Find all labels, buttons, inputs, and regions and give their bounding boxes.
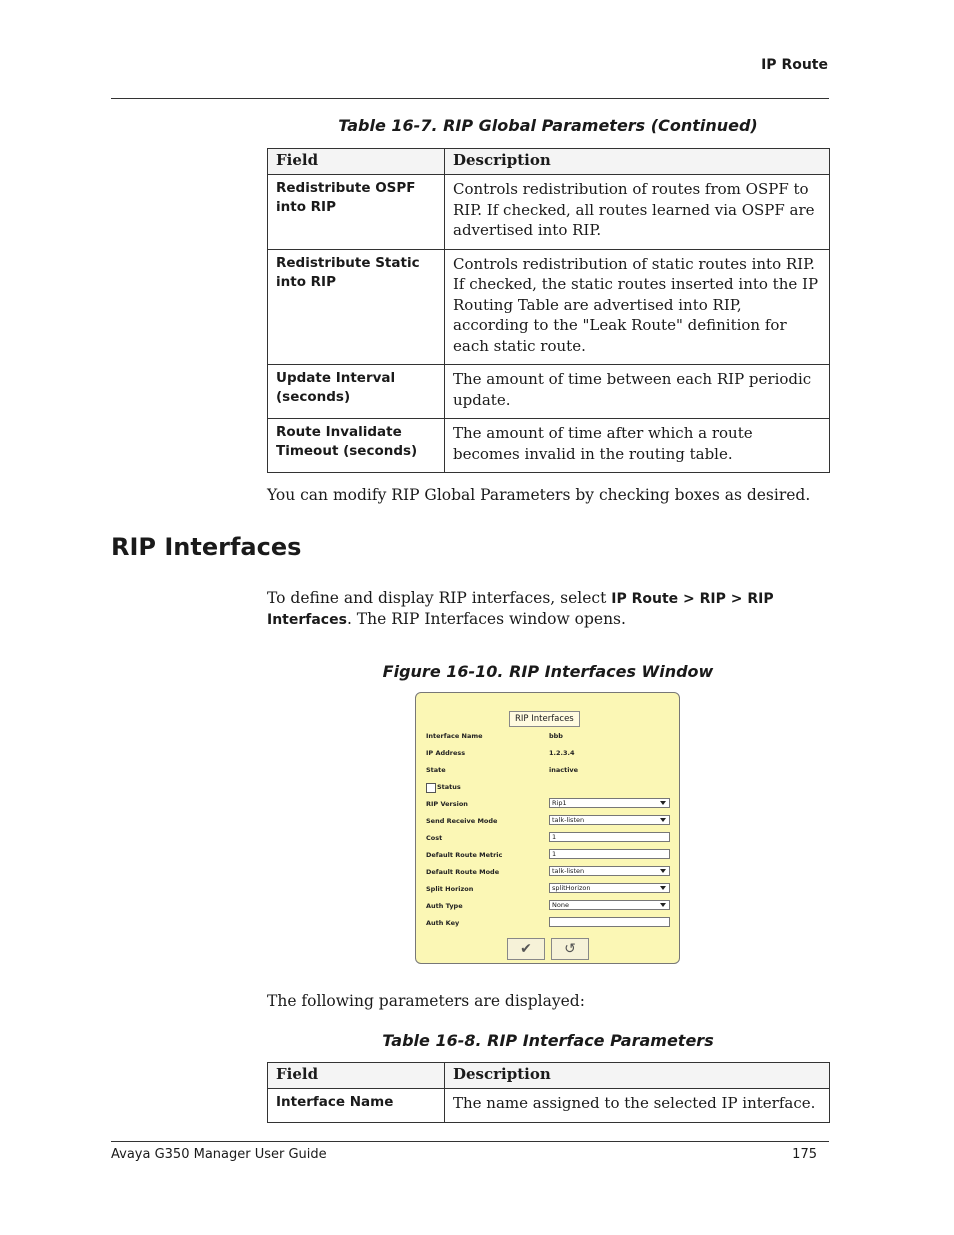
window-title: RIP Interfaces [509,711,580,727]
state-value: inactive [549,766,579,774]
column-header-description: Description [445,149,830,175]
table-row [268,1089,830,1123]
column-header-description: Description [445,1063,830,1089]
auth-type-select[interactable] [549,900,670,910]
rip-version-label: RIP Version [426,800,468,808]
table-row [268,365,830,419]
status-checkbox[interactable] [426,783,436,793]
auth-key-label: Auth Key [426,919,460,927]
rip-global-parameters-table [267,148,830,473]
figure-caption: Figure 16-10. RIP Interfaces Window [382,662,714,681]
field-cell: Route Invalidate Timeout (seconds) [268,419,445,473]
chevron-down-icon [660,818,666,822]
menu-path: IP Route > RIP > RIP Interfaces [267,591,774,628]
ip-address-value: 1.2.3.4 [549,749,575,757]
chevron-down-icon [660,869,666,873]
send-receive-mode-select[interactable] [549,815,670,825]
description-cell: Controls redistribution of static routes into RIP. If checked, the static routes inserted into the IP Routing Table are advertised into RIP, according to the "Leak Route" definition for each static route. [445,249,830,365]
description-cell: The name assigned to the selected IP interface. [445,1089,830,1123]
paragraph-text: To define and display RIP interfaces, select [267,589,612,607]
description-cell: The amount of time between each RIP periodic update. [445,365,830,419]
table-header-row [268,1063,830,1089]
table-row [268,175,830,250]
apply-button[interactable] [507,938,545,960]
header-rule [111,98,829,99]
rip-interface-parameters-table [267,1062,830,1123]
paragraph-define-rip [267,588,832,630]
description-cell: Controls redistribution of routes from OSPF to RIP. If checked, all routes learned via OSPF are advertised into RIP. [445,175,830,250]
select-value: None [552,901,569,909]
description-cell: The amount of time after which a route becomes invalid in the routing table. [445,419,830,473]
interface-name-value: bbb [549,732,563,740]
table2-caption: Table 16-8. RIP Interface Parameters [382,1031,714,1050]
select-value: talk-listen [552,816,585,824]
field-cell: Redistribute Static into RIP [268,249,445,365]
rip-version-select[interactable] [549,798,670,808]
rip-interfaces-window [415,692,680,964]
table-header-row [268,149,830,175]
field-cell: Redistribute OSPF into RIP [268,175,445,250]
select-value: splitHorizon [552,884,591,892]
ip-address-label: IP Address [426,749,466,757]
chevron-down-icon [660,801,666,805]
table1-caption: Table 16-7. RIP Global Parameters (Continued) [338,116,758,135]
default-route-mode-select[interactable] [549,866,670,876]
default-route-metric-input[interactable]: 1 [549,849,670,859]
running-head: IP Route [761,57,828,73]
default-route-mode-label: Default Route Mode [426,868,500,876]
field-cell: Interface Name [268,1089,445,1123]
default-route-metric-label: Default Route Metric [426,851,503,859]
select-value: Rip1 [552,799,567,807]
cost-label: Cost [426,834,443,842]
select-value: talk-listen [552,867,585,875]
table-row [268,419,830,473]
field-cell: Update Interval (seconds) [268,365,445,419]
interface-name-label: Interface Name [426,732,483,740]
auth-type-label: Auth Type [426,902,463,910]
status-label: Status [437,783,461,791]
auth-key-input[interactable] [549,917,670,927]
state-label: State [426,766,446,774]
split-horizon-select[interactable] [549,883,670,893]
section-title: RIP Interfaces [111,533,302,561]
split-horizon-label: Split Horizon [426,885,474,893]
column-header-field: Field [268,1063,445,1089]
refresh-icon: ↺ [564,941,576,957]
refresh-button[interactable] [551,938,589,960]
page-number: 175 [792,1147,817,1162]
paragraph-text: . The RIP Interfaces window opens. [346,610,626,628]
paragraph-following-params: The following parameters are displayed: [267,992,585,1010]
paragraph-modify-params: You can modify RIP Global Parameters by checking boxes as desired. [267,486,811,504]
chevron-down-icon [660,886,666,890]
send-receive-mode-label: Send Receive Mode [426,817,498,825]
footer-guide-title: Avaya G350 Manager User Guide [111,1147,327,1162]
cost-input[interactable]: 1 [549,832,670,842]
footer-rule [111,1141,829,1142]
table-row [268,249,830,365]
column-header-field: Field [268,149,445,175]
chevron-down-icon [660,903,666,907]
checkmark-icon: ✔ [520,941,532,957]
